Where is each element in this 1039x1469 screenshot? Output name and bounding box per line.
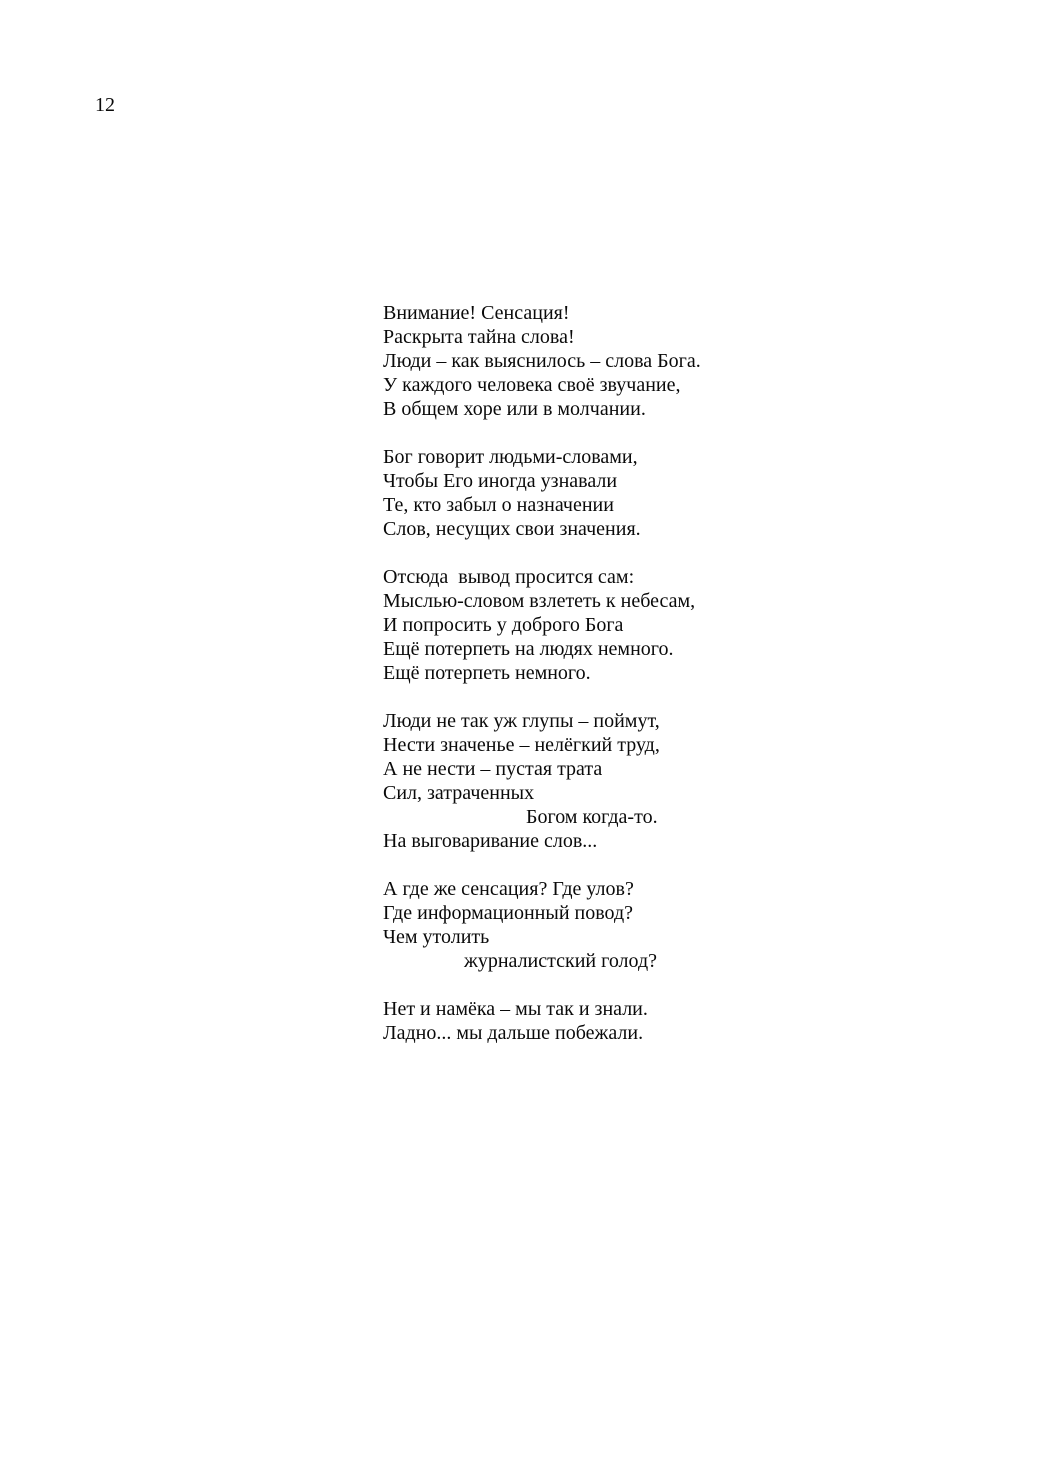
poem-line: А не нести – пустая трата — [383, 758, 603, 780]
stanza-3 — [383, 565, 701, 685]
stanza-4 — [383, 709, 701, 853]
stanza-1 — [383, 301, 701, 421]
stanza-6 — [383, 997, 701, 1045]
poem-text — [383, 301, 701, 1069]
poem-line: Сил, затраченных — [383, 782, 535, 804]
poem-line: Раскрыта тайна слова! — [383, 326, 575, 348]
poem-line: Люди не так уж глупы – поймут, — [383, 710, 660, 732]
poem-line: Люди – как выяснилось – слова Бога. — [383, 350, 701, 372]
page-number: 12 — [95, 94, 115, 116]
poem-line-indented: Богом когда-то. — [526, 806, 658, 828]
poem-line: Внимание! Сенсация! — [383, 302, 570, 324]
poem-line: Бог говорит людьми-словами, — [383, 446, 638, 468]
poem-line: Чтобы Его иногда узнавали — [383, 470, 618, 492]
poem-line: Где информационный повод? — [383, 902, 634, 924]
poem-line: Мыслью-словом взлететь к небесам, — [383, 590, 696, 612]
poem-line: Те, кто забыл о назначении — [383, 494, 614, 516]
poem-line: Ещё потерпеть на людях немного. — [383, 638, 674, 660]
poem-line: У каждого человека своё звучание, — [383, 374, 681, 396]
poem-line: Ладно... мы дальше побежали. — [383, 1022, 644, 1044]
poem-line: Нести значенье – нелёгкий труд, — [383, 734, 660, 756]
poem-line: В общем хоре или в молчании. — [383, 398, 646, 420]
poem-line: На выговаривание слов... — [383, 830, 598, 852]
poem-line: Чем утолить — [383, 926, 490, 948]
poem-line: И попросить у доброго Бога — [383, 614, 624, 636]
stanza-5 — [383, 877, 701, 973]
poem-line: Нет и намёка – мы так и знали. — [383, 998, 648, 1020]
poem-line-indented: журналистский голод? — [464, 950, 658, 972]
poem-line: А где же сенсация? Где улов? — [383, 878, 634, 900]
stanza-2 — [383, 445, 701, 541]
poem-line: Ещё потерпеть немного. — [383, 662, 591, 684]
poem-line: Слов, несущих свои значения. — [383, 518, 641, 540]
poem-line: Отсюда вывод просится сам: — [383, 566, 635, 588]
